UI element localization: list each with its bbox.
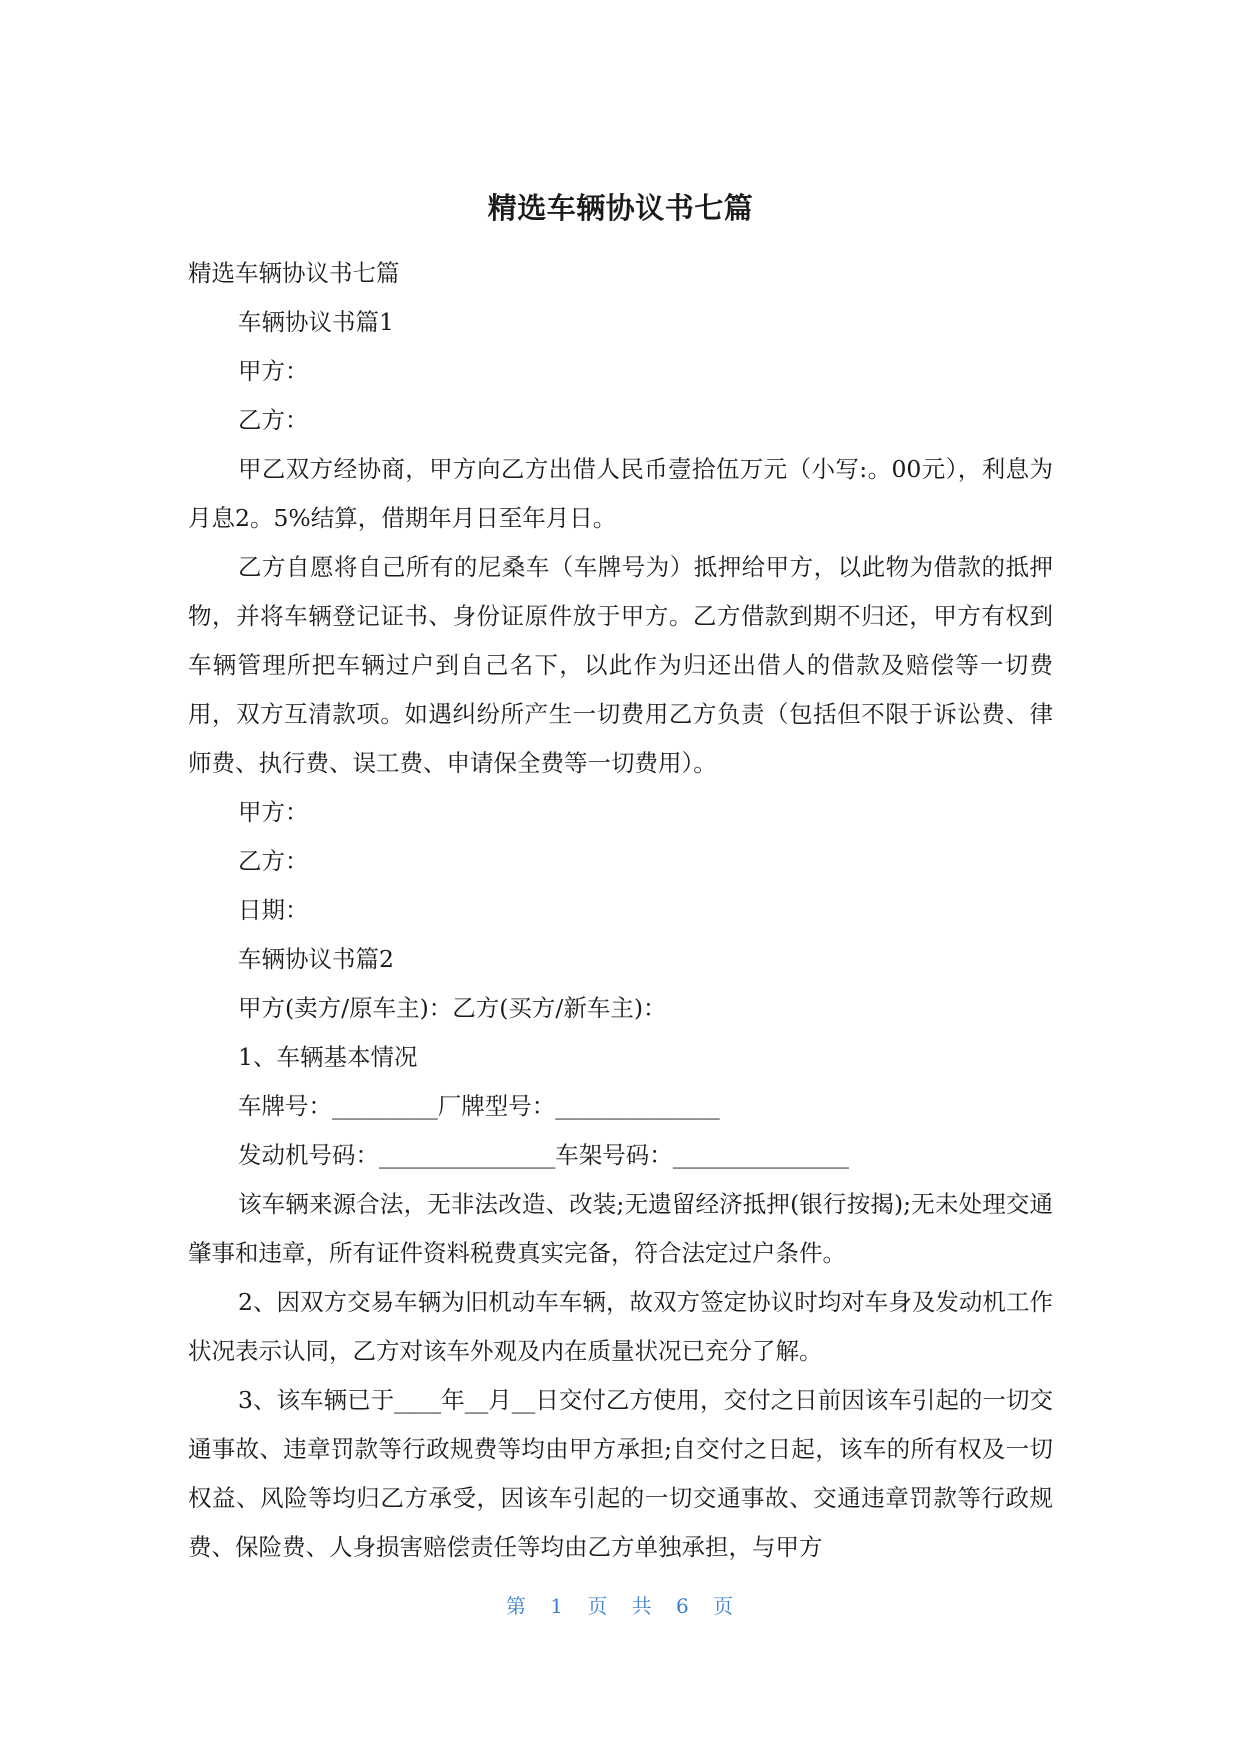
paragraph: 乙方： [238, 406, 309, 434]
paragraph: 乙方自愿将自己所有的尼桑车（车牌号为）抵押给甲方，以此物为借款的抵押物，并将车辆登记证书、身份证原件放于甲方。乙方借款到期不归还，甲方有权到车辆管理所把车辆过户到自己名下，以此作为归还出借人的借款及赔偿等一切费用，双方互清款项。如遇纠纷所产生一切费用乙方负责（包括但不限于诉讼费、律师费、执行费、误工费、申请保全费等一切费用）。 [188, 553, 1053, 777]
paragraph: 2、因双方交易车辆为旧机动车车辆，故双方签定协议时均对车身及发动机工作状况表示认同，乙方对该车外观及内在质量状况已充分了解。 [188, 1288, 1053, 1365]
paragraph: 车辆协议书篇1 [238, 308, 394, 336]
paragraph: 甲方： [238, 798, 309, 826]
paragraph: 日期： [238, 896, 309, 924]
paragraph: 发动机号码：_______________车架号码：_______________ [238, 1141, 849, 1169]
paragraph: 该车辆来源合法，无非法改造、改装;无遗留经济抵押(银行按揭);无未处理交通肇事和违章，所有证件资料税费真实完备，符合法定过户条件。 [188, 1190, 1053, 1267]
paragraph: 甲方： [238, 357, 309, 385]
paragraph: 3、该车辆已于____年__月__日交付乙方使用，交付之日前因该车引起的一切交通事故、违章罚款等行政规费等均由甲方承担;自交付之日起，该车的所有权及一切权益、风险等均归乙方承受，因该车引起的一切交通事故、交通违章罚款等行政规费、保险费、人身损害赔偿责任等均由乙方单独承担，与甲方 [188, 1386, 1053, 1561]
paragraph: 精选车辆协议书七篇 [188, 259, 400, 287]
paragraph: 车辆协议书篇2 [238, 945, 394, 973]
paragraph: 车牌号：_________厂牌型号：______________ [238, 1092, 720, 1120]
document-body [188, 249, 1053, 1572]
document-title: 精选车辆协议书七篇 [487, 191, 754, 225]
paragraph: 乙方： [238, 847, 309, 875]
page-number-footer: 第 1 页 共 6 页 [505, 1594, 736, 1618]
paragraph: 1、车辆基本情况 [238, 1043, 418, 1071]
paragraph: 甲方(卖方/原车主)：乙方(买方/新车主)： [238, 994, 667, 1022]
paragraph: 甲乙双方经协商，甲方向乙方出借人民币壹拾伍万元（小写:。00元），利息为月息2。5%结算，借期年月日至年月日。 [188, 455, 1053, 532]
